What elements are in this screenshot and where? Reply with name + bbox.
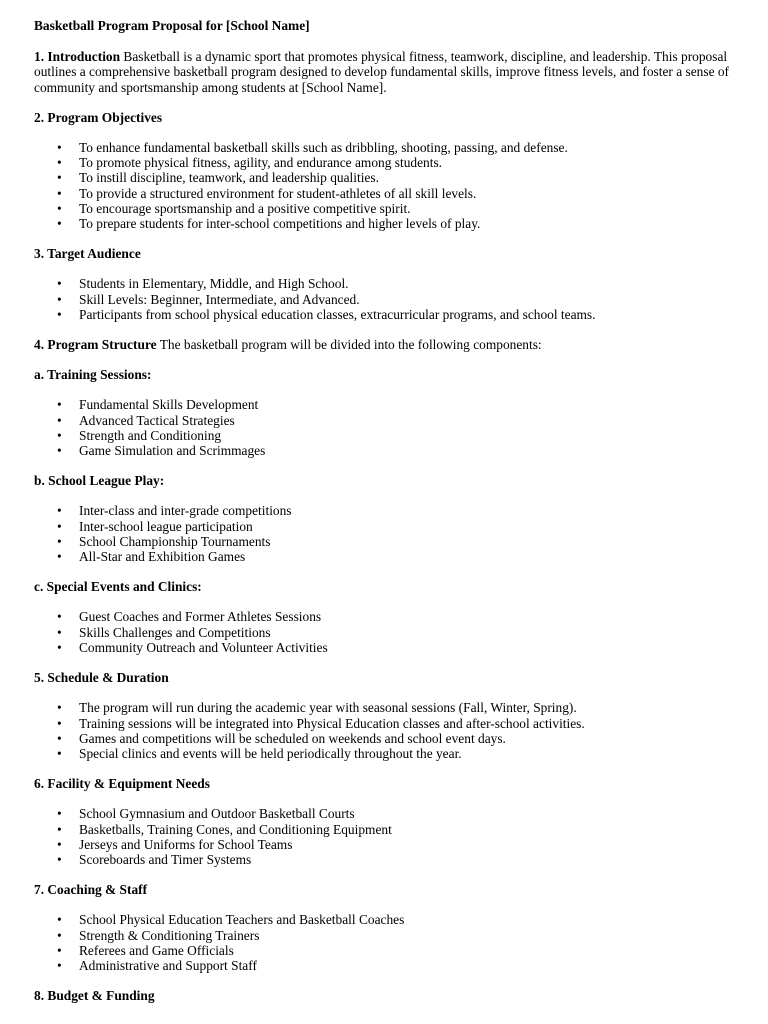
list-item	[57, 821, 738, 837]
list-item-text: Basketballs, Training Cones, and Conditioning Equipment	[79, 821, 392, 837]
list-item	[57, 730, 738, 746]
bullet-icon: •	[57, 200, 62, 216]
objectives-heading: 2. Program Objectives	[34, 109, 163, 125]
structure-heading: 4. Program Structure	[34, 337, 157, 353]
list-item	[57, 185, 738, 201]
list-item	[57, 624, 738, 640]
list-item-text: To enhance fundamental basketball skills such as dribbling, shooting, passing, and defense.	[79, 140, 568, 156]
list-item-text: To promote physical fitness, agility, and endurance among students.	[79, 155, 443, 171]
list-item-text: All-Star and Exhibition Games	[79, 549, 246, 565]
list-item	[57, 700, 738, 716]
list-item	[57, 397, 738, 413]
bullet-icon: •	[57, 140, 62, 156]
objectives-list	[34, 140, 738, 231]
events-heading: c. Special Events and Clinics:	[34, 579, 202, 595]
list-item-text: Game Simulation and Scrimmages	[79, 443, 266, 459]
bullet-icon: •	[57, 276, 62, 292]
introduction-heading: 1. Introduction	[34, 49, 121, 65]
list-item	[57, 927, 738, 943]
list-item-text: Scoreboards and Timer Systems	[79, 851, 252, 867]
list-item	[57, 306, 738, 322]
bullet-icon: •	[57, 443, 62, 459]
bullet-icon: •	[57, 639, 62, 655]
list-item	[57, 170, 738, 186]
list-item	[57, 155, 738, 171]
training-list	[34, 397, 738, 458]
list-item	[57, 443, 738, 459]
list-item-text: To instill discipline, teamwork, and leadership qualities.	[79, 170, 379, 186]
bullet-icon: •	[57, 609, 62, 625]
list-item-text: Skill Levels: Beginner, Intermediate, and Advanced.	[79, 291, 360, 307]
coaching-heading: 7. Coaching & Staff	[34, 882, 148, 898]
list-item-text: Participants from school physical education classes, extracurricular programs, and school teams.	[79, 306, 596, 322]
list-item	[57, 549, 738, 565]
list-item-text: Jerseys and Uniforms for School Teams	[79, 836, 293, 852]
bullet-icon: •	[57, 745, 62, 761]
budget-heading: 8. Budget & Funding	[34, 988, 155, 1004]
list-item-text: Special clinics and events will be held periodically throughout the year.	[79, 745, 462, 761]
bullet-icon: •	[57, 957, 62, 973]
list-item	[57, 200, 738, 216]
list-item	[57, 912, 738, 928]
list-item-text: Training sessions will be integrated into Physical Education classes and after-school activities.	[79, 715, 585, 731]
list-item-text: Games and competitions will be scheduled on weekends and school event days.	[79, 730, 506, 746]
league-heading: b. School League Play:	[34, 473, 165, 489]
list-item-text: Students in Elementary, Middle, and High School.	[79, 276, 349, 292]
document-title: Basketball Program Proposal for [School Name]	[34, 18, 310, 33]
list-item	[57, 533, 738, 549]
list-item-text: To prepare students for inter-school competitions and higher levels of play.	[79, 216, 481, 232]
list-item	[57, 609, 738, 625]
list-item	[57, 276, 738, 292]
schedule-heading: 5. Schedule & Duration	[34, 670, 169, 686]
structure-text: The basketball program will be divided into the following components:	[156, 337, 542, 353]
bullet-icon: •	[57, 533, 62, 549]
bullet-icon: •	[57, 216, 62, 232]
bullet-icon: •	[57, 306, 62, 322]
league-list	[34, 503, 738, 564]
list-item-text: Strength and Conditioning	[79, 427, 222, 443]
bullet-icon: •	[57, 155, 62, 171]
bullet-icon: •	[57, 730, 62, 746]
bullet-icon: •	[57, 549, 62, 565]
list-item-text: Inter-school league participation	[79, 518, 253, 534]
events-list	[34, 609, 738, 655]
bullet-icon: •	[57, 836, 62, 852]
bullet-icon: •	[57, 942, 62, 958]
bullet-icon: •	[57, 518, 62, 534]
introduction-section	[34, 49, 738, 95]
list-item-text: School Physical Education Teachers and Basketball Coaches	[79, 912, 405, 928]
list-item-text: To provide a structured environment for student-athletes of all skill levels.	[79, 185, 477, 201]
bullet-icon: •	[57, 851, 62, 867]
bullet-icon: •	[57, 170, 62, 186]
introduction-text: Basketball is a dynamic sport that promotes physical fitness, teamwork, discipline, and leadership. This proposal outlines a comprehensive basketball program designed to develop fundamental skills, improve fitness levels, and foster a sense of community and sportsmanship among students at [School Name].	[34, 49, 730, 95]
structure-section	[34, 337, 738, 352]
bullet-icon: •	[57, 715, 62, 731]
list-item	[57, 639, 738, 655]
bullet-icon: •	[57, 700, 62, 716]
schedule-list	[34, 700, 738, 761]
list-item-text: Fundamental Skills Development	[79, 397, 259, 413]
list-item	[57, 836, 738, 852]
list-item-text: Strength & Conditioning Trainers	[79, 927, 260, 943]
list-item	[57, 412, 738, 428]
training-heading: a. Training Sessions:	[34, 367, 152, 383]
bullet-icon: •	[57, 397, 62, 413]
list-item-text: Administrative and Support Staff	[79, 957, 257, 973]
bullet-icon: •	[57, 412, 62, 428]
list-item-text: Skills Challenges and Competitions	[79, 624, 271, 640]
bullet-icon: •	[57, 624, 62, 640]
list-item-text: Referees and Game Officials	[79, 942, 234, 958]
list-item	[57, 851, 738, 867]
bullet-icon: •	[57, 427, 62, 443]
list-item-text: To encourage sportsmanship and a positive competitive spirit.	[79, 200, 411, 216]
list-item	[57, 806, 738, 822]
list-item-text: The program will run during the academic year with seasonal sessions (Fall, Winter, Spring).	[79, 700, 577, 716]
list-item-text: Inter-class and inter-grade competitions	[79, 503, 292, 519]
list-item-text: School Gymnasium and Outdoor Basketball Courts	[79, 806, 355, 822]
list-item	[57, 715, 738, 731]
list-item	[57, 957, 738, 973]
audience-list	[34, 276, 738, 322]
bullet-icon: •	[57, 927, 62, 943]
list-item-text: Advanced Tactical Strategies	[79, 412, 235, 428]
list-item-text: School Championship Tournaments	[79, 533, 271, 549]
list-item	[57, 745, 738, 761]
bullet-icon: •	[57, 821, 62, 837]
list-item	[57, 942, 738, 958]
bullet-icon: •	[57, 503, 62, 519]
coaching-list	[34, 912, 738, 973]
list-item-text: Community Outreach and Volunteer Activities	[79, 639, 328, 655]
list-item	[57, 291, 738, 307]
bullet-icon: •	[57, 806, 62, 822]
audience-heading: 3. Target Audience	[34, 246, 141, 262]
bullet-icon: •	[57, 185, 62, 201]
list-item	[57, 503, 738, 519]
facility-list	[34, 806, 738, 867]
list-item	[57, 216, 738, 232]
list-item	[57, 427, 738, 443]
list-item	[57, 140, 738, 156]
facility-heading: 6. Facility & Equipment Needs	[34, 776, 210, 792]
list-item	[57, 518, 738, 534]
bullet-icon: •	[57, 291, 62, 307]
bullet-icon: •	[57, 912, 62, 928]
list-item-text: Guest Coaches and Former Athletes Sessions	[79, 609, 322, 625]
